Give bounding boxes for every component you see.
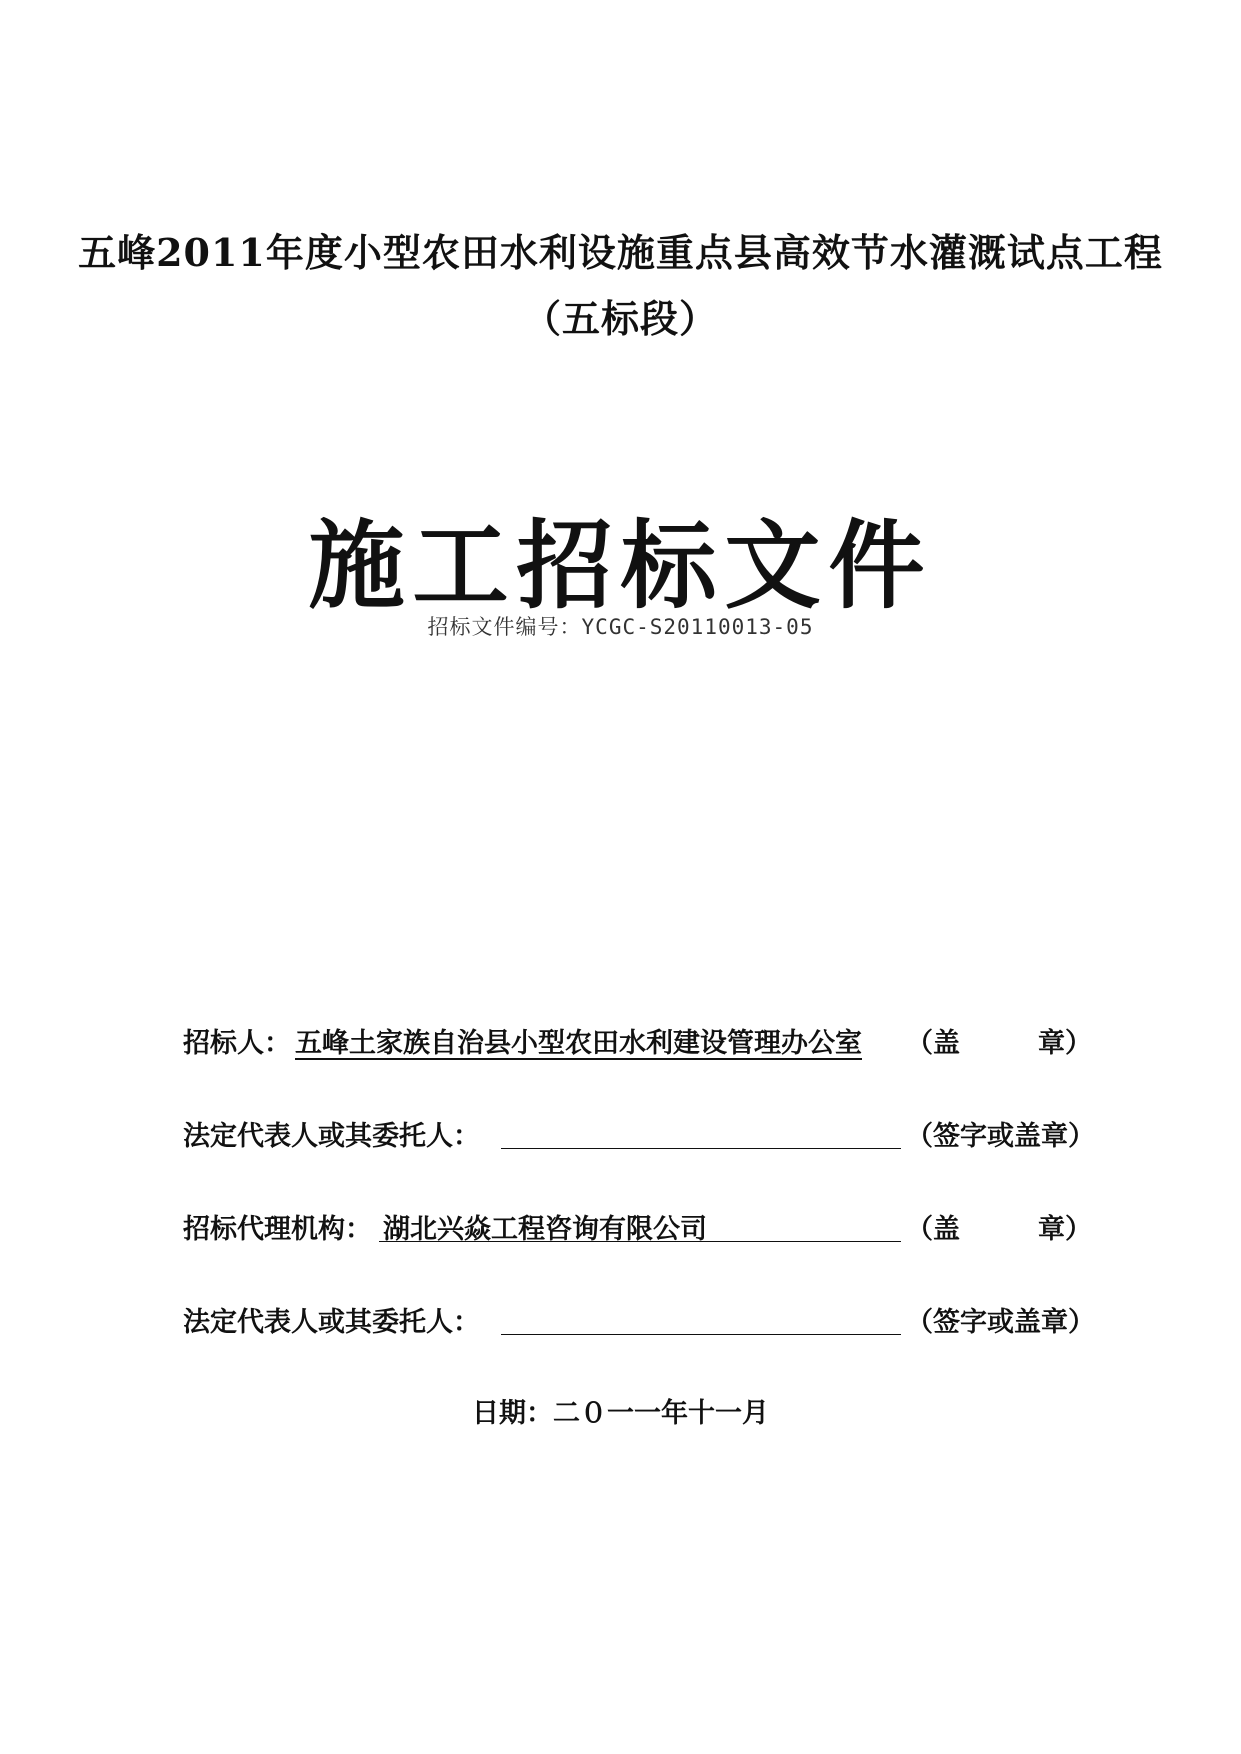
agency-label: 招标代理机构： xyxy=(183,1214,372,1245)
date-line xyxy=(0,1391,1241,1430)
tenderer-label: 招标人： xyxy=(183,1028,291,1059)
tenderer-row xyxy=(183,1021,1103,1061)
seal-suffix-open: （盖 xyxy=(906,1028,960,1059)
project-title-line2: （五标段） xyxy=(522,296,718,341)
project-title-line1: 五峰2011年度小型农田水利设施重点县高效节水灌溉试点工程 xyxy=(78,230,1163,275)
document-number-value: YCGC-S20110013-05 xyxy=(581,615,814,639)
document-title: 施工招标文件 xyxy=(308,509,933,622)
seal-suffix xyxy=(906,1021,1092,1060)
legal-representative-label: 法定代表人或其委托人： xyxy=(183,1307,480,1338)
signature-line xyxy=(501,1148,901,1149)
date-value: 二０一一年十一月 xyxy=(553,1398,769,1429)
date-label: 日期： xyxy=(472,1398,553,1429)
tenderer-name: 五峰土家族自治县小型农田水利建设管理办公室 xyxy=(295,1028,862,1059)
agency-row xyxy=(183,1207,1103,1247)
seal-suffix-open: （盖 xyxy=(906,1214,960,1245)
legal-representative-row xyxy=(183,1114,1103,1154)
seal-suffix-close: 章） xyxy=(1038,1028,1092,1059)
signature-suffix: （签字或盖章） xyxy=(906,1307,1095,1338)
seal-suffix-close: 章） xyxy=(1038,1214,1092,1245)
agency-underline xyxy=(379,1241,901,1242)
document-number xyxy=(0,611,1241,641)
signature-line xyxy=(501,1334,901,1335)
legal-representative-label: 法定代表人或其委托人： xyxy=(183,1121,480,1152)
seal-suffix xyxy=(906,1207,1092,1246)
agency-name: 湖北兴焱工程咨询有限公司 xyxy=(383,1214,707,1245)
signature-suffix: （签字或盖章） xyxy=(906,1121,1095,1152)
document-number-label: 招标文件编号： xyxy=(427,615,582,639)
legal-representative-row xyxy=(183,1300,1103,1340)
